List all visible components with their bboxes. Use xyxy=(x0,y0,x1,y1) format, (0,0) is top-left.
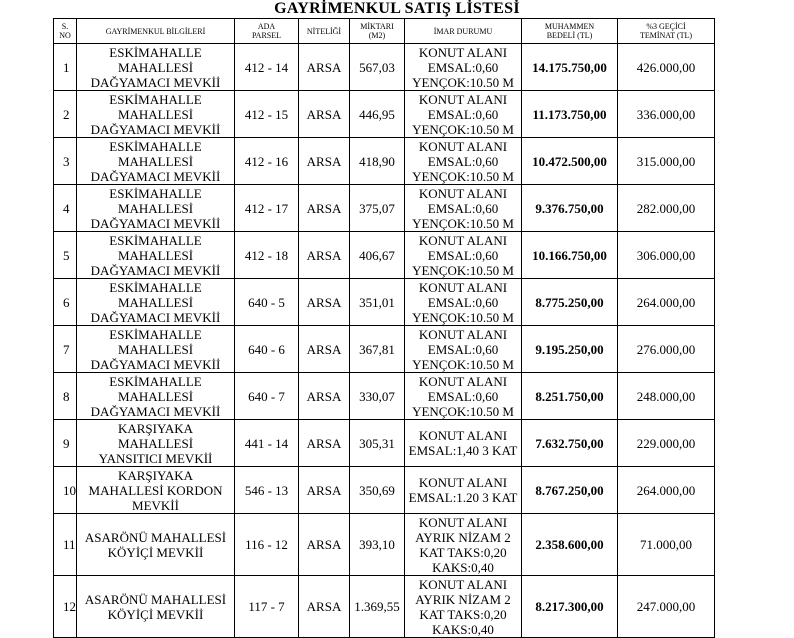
location-cell-line: DAĞYAMACI MEVKİİ xyxy=(90,168,221,184)
header-deposit: %3 GEÇİCİ TEMİNAT (TL) xyxy=(618,19,715,44)
zoning-cell-line: EMSAL:0,60 xyxy=(427,153,499,169)
zoning-cell-line: YENÇOK:10.50 M xyxy=(412,121,514,137)
zoning-cell-line: YENÇOK:10.50 M xyxy=(412,309,514,325)
price-cell: 10.472.500,00 xyxy=(522,138,618,185)
zoning-cell-line: YENÇOK:10.50 M xyxy=(412,403,514,419)
area-cell: 367,81 xyxy=(350,326,405,373)
location-cell xyxy=(77,91,235,138)
location-cell-line: DAĞYAMACI MEVKİİ xyxy=(90,215,221,231)
price-cell: 2.358.600,00 xyxy=(522,514,618,576)
zoning-cell-line: EMSAL:0,60 xyxy=(427,200,499,216)
type-cell: ARSA xyxy=(299,514,350,576)
type-cell: ARSA xyxy=(299,576,350,638)
location-cell-line: MAHALLESİ xyxy=(117,388,194,404)
area-cell: 330,07 xyxy=(350,373,405,420)
deposit-cell: 336.000,00 xyxy=(618,91,715,138)
deposit-cell: 282.000,00 xyxy=(618,185,715,232)
type-cell: ARSA xyxy=(299,44,350,91)
location-cell-line: DAĞYAMACI MEVKİİ xyxy=(90,309,221,325)
zoning-cell-line: KAT TAKS:0,20 xyxy=(419,606,507,622)
row-number: 6 xyxy=(54,279,77,326)
parcel-cell: 412 - 16 xyxy=(235,138,299,185)
zoning-cell-line: KONUT ALANI xyxy=(418,428,508,443)
location-cell xyxy=(77,232,235,279)
location-cell-line: ESKİMAHALLE xyxy=(109,279,202,295)
zoning-cell xyxy=(405,185,522,232)
row-number: 8 xyxy=(54,373,77,420)
zoning-cell-line: EMSAL:0,60 xyxy=(427,388,499,404)
price-cell: 11.173.750,00 xyxy=(522,91,618,138)
price-cell: 7.632.750,00 xyxy=(522,420,618,467)
location-cell-line: ESKİMAHALLE xyxy=(109,373,202,389)
zoning-cell-line: KONUT ALANI xyxy=(418,232,508,248)
type-cell: ARSA xyxy=(299,279,350,326)
location-cell xyxy=(77,326,235,373)
table-row xyxy=(54,44,715,91)
parcel-cell: 412 - 17 xyxy=(235,185,299,232)
header-area: MİKTARI (M2) xyxy=(350,19,405,44)
location-cell-line: DAĞYAMACI MEVKİİ xyxy=(90,262,221,278)
location-cell xyxy=(77,279,235,326)
price-cell: 8.217.300,00 xyxy=(522,576,618,638)
deposit-cell: 276.000,00 xyxy=(618,326,715,373)
zoning-cell xyxy=(405,467,522,514)
location-cell xyxy=(77,514,235,576)
header-no: S. NO xyxy=(54,19,77,44)
location-cell xyxy=(77,576,235,638)
area-cell: 446,95 xyxy=(350,91,405,138)
table-row xyxy=(54,91,715,138)
area-cell: 393,10 xyxy=(350,514,405,576)
header-zoning: İMAR DURUMU xyxy=(405,19,522,44)
location-cell-line: MAHALLESİ KORDON xyxy=(88,482,223,498)
type-cell: ARSA xyxy=(299,467,350,514)
zoning-cell-line: KONUT ALANI xyxy=(418,91,508,107)
location-cell-line: MAHALLESİ xyxy=(117,59,194,75)
zoning-cell-line: EMSAL:1.20 3 KAT xyxy=(408,490,518,505)
zoning-cell-line: EMSAL:0,60 xyxy=(427,106,499,122)
price-cell: 8.251.750,00 xyxy=(522,373,618,420)
header-parcel: ADA PARSEL xyxy=(235,19,299,44)
location-cell-line: KÖYİÇİ MEVKİİ xyxy=(107,544,204,560)
zoning-cell-line: KONUT ALANI xyxy=(418,475,508,490)
table-row xyxy=(54,576,715,638)
zoning-cell-line: AYRIK NİZAM 2 xyxy=(415,591,511,607)
zoning-cell-line: YENÇOK:10.50 M xyxy=(412,74,514,90)
zoning-cell xyxy=(405,91,522,138)
zoning-cell-line: EMSAL:1,40 3 KAT xyxy=(408,443,518,458)
location-cell-line: MAHALLESİ xyxy=(117,247,194,263)
row-number: 7 xyxy=(54,326,77,373)
price-cell: 9.195.250,00 xyxy=(522,326,618,373)
area-cell: 567,03 xyxy=(350,44,405,91)
deposit-cell: 71.000,00 xyxy=(618,514,715,576)
area-cell: 351,01 xyxy=(350,279,405,326)
parcel-cell: 117 - 7 xyxy=(235,576,299,638)
zoning-cell-line: KONUT ALANI xyxy=(418,514,508,530)
location-cell-line: MAHALLESİ xyxy=(117,435,194,451)
table-row xyxy=(54,420,715,467)
zoning-cell-line: YENÇOK:10.50 M xyxy=(412,215,514,231)
area-cell: 350,69 xyxy=(350,467,405,514)
zoning-cell xyxy=(405,514,522,576)
zoning-cell-line: KAKS:0,40 xyxy=(432,621,494,637)
table-row xyxy=(54,185,715,232)
location-cell-line: ESKİMAHALLE xyxy=(109,91,202,107)
row-number: 3 xyxy=(54,138,77,185)
location-cell-line: ASARÖNÜ MAHALLESİ xyxy=(84,529,227,545)
location-cell-line: MAHALLESİ xyxy=(117,294,194,310)
table-row xyxy=(54,373,715,420)
zoning-cell xyxy=(405,138,522,185)
deposit-cell: 315.000,00 xyxy=(618,138,715,185)
parcel-cell: 640 - 7 xyxy=(235,373,299,420)
location-cell-line: ESKİMAHALLE xyxy=(109,44,202,60)
table-row xyxy=(54,232,715,279)
header-info: GAYRİMENKUL BİLGİLERİ xyxy=(77,19,235,44)
type-cell: ARSA xyxy=(299,232,350,279)
property-sale-table xyxy=(53,18,715,638)
deposit-cell: 247.000,00 xyxy=(618,576,715,638)
row-number: 9 xyxy=(54,420,77,467)
location-cell-line: KÖYİÇİ MEVKİİ xyxy=(107,606,204,622)
location-cell xyxy=(77,467,235,514)
table-row xyxy=(54,279,715,326)
zoning-cell-line: YENÇOK:10.50 M xyxy=(412,262,514,278)
location-cell-line: YANSITICI MEVKİİ xyxy=(98,450,213,466)
deposit-cell: 306.000,00 xyxy=(618,232,715,279)
zoning-cell-line: KONUT ALANI xyxy=(418,373,508,389)
type-cell: ARSA xyxy=(299,420,350,467)
location-cell xyxy=(77,420,235,467)
parcel-cell: 640 - 6 xyxy=(235,326,299,373)
location-cell-line: ESKİMAHALLE xyxy=(109,326,202,342)
zoning-cell-line: KAKS:0,40 xyxy=(432,559,494,575)
location-cell xyxy=(77,44,235,91)
location-cell-line: KARŞIYAKA xyxy=(117,467,194,483)
location-cell-line: ESKİMAHALLE xyxy=(109,232,202,248)
location-cell-line: ESKİMAHALLE xyxy=(109,185,202,201)
location-cell-line: KARŞIYAKA xyxy=(117,420,194,436)
location-cell-line: DAĞYAMACI MEVKİİ xyxy=(90,121,221,137)
price-cell: 9.376.750,00 xyxy=(522,185,618,232)
zoning-cell-line: YENÇOK:10.50 M xyxy=(412,168,514,184)
area-cell: 375,07 xyxy=(350,185,405,232)
location-cell xyxy=(77,373,235,420)
parcel-cell: 412 - 18 xyxy=(235,232,299,279)
type-cell: ARSA xyxy=(299,373,350,420)
location-cell-line: MAHALLESİ xyxy=(117,153,194,169)
zoning-cell-line: EMSAL:0,60 xyxy=(427,59,499,75)
zoning-cell-line: YENÇOK:10.50 M xyxy=(412,356,514,372)
location-cell-line: DAĞYAMACI MEVKİİ xyxy=(90,356,221,372)
location-cell-line: DAĞYAMACI MEVKİİ xyxy=(90,403,221,419)
page-title: GAYRİMENKUL SATIŞ LİSTESİ xyxy=(274,0,520,17)
zoning-cell xyxy=(405,576,522,638)
location-cell-line: MAHALLESİ xyxy=(117,200,194,216)
zoning-cell-line: KONUT ALANI xyxy=(418,138,508,154)
deposit-cell: 426.000,00 xyxy=(618,44,715,91)
parcel-cell: 546 - 13 xyxy=(235,467,299,514)
zoning-cell-line: KAT TAKS:0,20 xyxy=(419,544,507,560)
location-cell-line: MAHALLESİ xyxy=(117,341,194,357)
zoning-cell-line: KONUT ALANI xyxy=(418,279,508,295)
table-row xyxy=(54,326,715,373)
deposit-cell: 264.000,00 xyxy=(618,467,715,514)
area-cell: 406,67 xyxy=(350,232,405,279)
type-cell: ARSA xyxy=(299,138,350,185)
zoning-cell-line: KONUT ALANI xyxy=(418,44,508,60)
type-cell: ARSA xyxy=(299,185,350,232)
zoning-cell xyxy=(405,279,522,326)
area-cell: 418,90 xyxy=(350,138,405,185)
location-cell-line: ESKİMAHALLE xyxy=(109,138,202,154)
row-number: 12 xyxy=(54,576,77,638)
table-row xyxy=(54,514,715,576)
type-cell: ARSA xyxy=(299,91,350,138)
row-number: 4 xyxy=(54,185,77,232)
parcel-cell: 640 - 5 xyxy=(235,279,299,326)
row-number: 11 xyxy=(54,514,77,576)
price-cell: 8.775.250,00 xyxy=(522,279,618,326)
location-cell-line: DAĞYAMACI MEVKİİ xyxy=(90,74,221,90)
location-cell-line: MEVKİİ xyxy=(132,497,179,513)
zoning-cell-line: KONUT ALANI xyxy=(418,185,508,201)
parcel-cell: 441 - 14 xyxy=(235,420,299,467)
zoning-cell xyxy=(405,420,522,467)
zoning-cell-line: KONUT ALANI xyxy=(418,576,508,592)
parcel-cell: 412 - 14 xyxy=(235,44,299,91)
price-cell: 14.175.750,00 xyxy=(522,44,618,91)
type-cell: ARSA xyxy=(299,326,350,373)
header-type: NİTELİĞİ xyxy=(299,19,350,44)
header-price: MUHAMMEN BEDELİ (TL) xyxy=(522,19,618,44)
deposit-cell: 229.000,00 xyxy=(618,420,715,467)
zoning-cell-line: EMSAL:0,60 xyxy=(427,294,499,310)
zoning-cell xyxy=(405,373,522,420)
zoning-cell xyxy=(405,326,522,373)
area-cell: 305,31 xyxy=(350,420,405,467)
deposit-cell: 248.000,00 xyxy=(618,373,715,420)
location-cell xyxy=(77,185,235,232)
row-number: 2 xyxy=(54,91,77,138)
zoning-cell-line: AYRIK NİZAM 2 xyxy=(415,529,511,545)
price-cell: 8.767.250,00 xyxy=(522,467,618,514)
location-cell-line: ASARÖNÜ MAHALLESİ xyxy=(84,591,227,607)
location-cell xyxy=(77,138,235,185)
parcel-cell: 412 - 15 xyxy=(235,91,299,138)
price-cell: 10.166.750,00 xyxy=(522,232,618,279)
deposit-cell: 264.000,00 xyxy=(618,279,715,326)
zoning-cell-line: EMSAL:0,60 xyxy=(427,341,499,357)
parcel-cell: 116 - 12 xyxy=(235,514,299,576)
zoning-cell-line: KONUT ALANI xyxy=(418,326,508,342)
zoning-cell xyxy=(405,44,522,91)
table-header-row xyxy=(54,19,715,44)
table-row xyxy=(54,138,715,185)
row-number: 1 xyxy=(54,44,77,91)
row-number: 5 xyxy=(54,232,77,279)
zoning-cell-line: EMSAL:0,60 xyxy=(427,247,499,263)
zoning-cell xyxy=(405,232,522,279)
location-cell-line: MAHALLESİ xyxy=(117,106,194,122)
row-number: 10 xyxy=(54,467,77,514)
table-row xyxy=(54,467,715,514)
area-cell: 1.369,55 xyxy=(350,576,405,638)
